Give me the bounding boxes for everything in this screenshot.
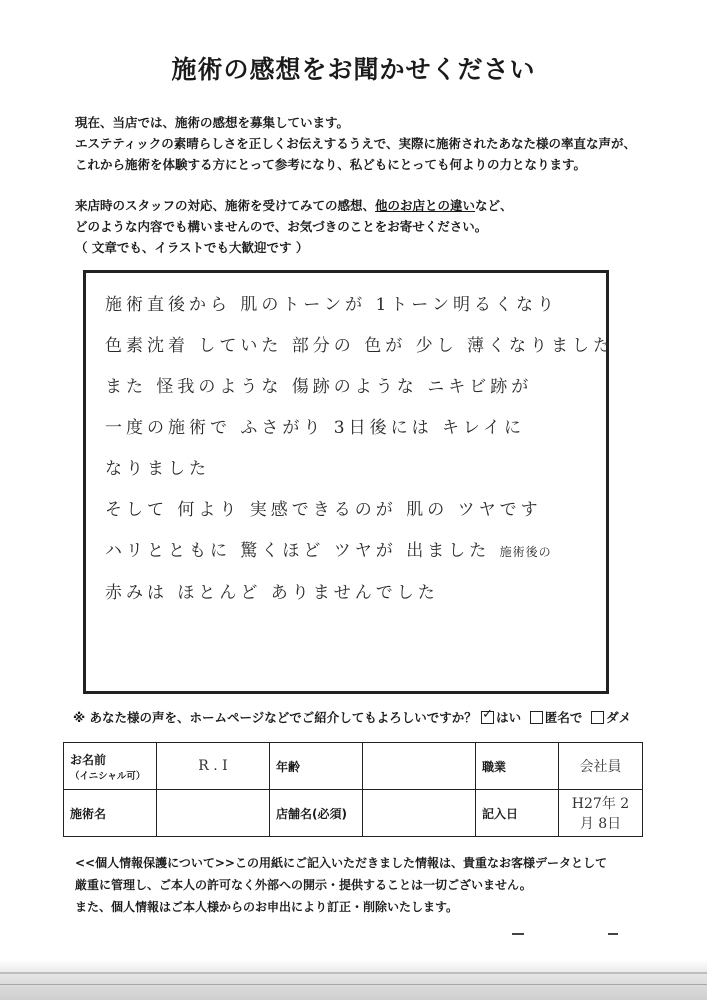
comment-line: [105, 531, 625, 573]
intro-line: これから施術を体験する方にとって参考になり、私どもにとっても何よりの力となります。: [75, 157, 587, 172]
intro-line: [75, 195, 675, 216]
consent-question: ※ あなた様の声を、ホームページなどでご紹介してもよろしいですか？: [73, 710, 477, 725]
job-label: 職業: [476, 743, 559, 790]
privacy-notice: [75, 852, 695, 918]
treatment-label: 施術名: [64, 790, 157, 837]
name-label-cell: [64, 743, 157, 790]
consent-option-yes[interactable]: [481, 707, 522, 725]
comment-line: なりました: [105, 459, 210, 479]
checkbox-icon[interactable]: [530, 711, 543, 724]
comment-side-note: 施術後の: [499, 545, 552, 559]
consent-option-no[interactable]: [591, 710, 631, 725]
comment-line-text: ハリとともに 驚くほど ツヤが 出ました: [105, 541, 491, 561]
checkbox-checked-icon[interactable]: ✓: [482, 707, 494, 722]
privacy-line: <<個人情報保護について>>この用紙にご記入いただきました情報は、貴重なお客様データとして: [75, 856, 607, 870]
checkbox-icon[interactable]: [591, 711, 604, 724]
name-label: お名前: [70, 752, 107, 767]
treatment-field[interactable]: [157, 790, 270, 837]
comment-line: そして 何より 実感できるのが 肌の ツヤです: [105, 500, 542, 520]
comment-line: 赤みは ほとんど ありませんでした: [105, 583, 439, 603]
comment-line: 施術直後から 肌のトーンが 1トーン明るくなり: [105, 295, 558, 315]
comment-line: 一度の施術で ふさがり 3日後には キレイに: [105, 418, 526, 438]
intro-underlined-phrase: 他のお店との違い: [375, 198, 476, 213]
comment-line: 色素沈着 していた 部分の 色が 少し 薄くなりました: [105, 336, 615, 356]
intro-text: [75, 112, 675, 258]
store-field[interactable]: [363, 790, 476, 837]
privacy-line: また、個人情報はご本人様からのお申出により訂正・削除いたします。: [75, 900, 459, 914]
customer-info-table: [63, 742, 643, 837]
consent-yes-label: はい: [496, 710, 522, 725]
privacy-line: 厳重に管理し、ご本人の許可なく外部への開示・提供することは一切ございません。: [75, 878, 532, 892]
store-label: 店舗名(必須): [270, 790, 363, 837]
comment-line: また 怪我のような 傷跡のような ニキビ跡が: [105, 377, 533, 397]
page-title: 施術の感想をお聞かせください: [171, 55, 536, 84]
consent-no-label: ダメ: [606, 710, 632, 725]
scan-edge: [0, 960, 707, 1000]
name-field[interactable]: R . I: [157, 743, 270, 790]
intro-line-part: など、: [475, 198, 513, 213]
intro-line: 現在、当店では、施術の感想を募集しています。: [75, 115, 350, 130]
date-label: 記入日: [476, 790, 559, 837]
age-label: 年齢: [270, 743, 363, 790]
age-field[interactable]: [363, 743, 476, 790]
intro-line: エステティックの素晴らしさを正しくお伝えするうえで、実際に施術されたあなた様の率直な声が、: [75, 136, 637, 151]
handwritten-comment: [105, 285, 625, 614]
intro-line-part: 来店時のスタッフの対応、施術を受けてみての感想、: [75, 198, 376, 213]
consent-anonymous-label: 匿名で: [544, 710, 583, 725]
job-field[interactable]: 会社員: [559, 743, 643, 790]
intro-line: どのような内容でも構いませんので、お気づきのことをお寄せください。: [75, 219, 488, 234]
date-field[interactable]: H27年 2月 8日: [559, 790, 643, 837]
consent-option-anonymous[interactable]: [530, 710, 583, 725]
name-sub-label: （イニシャル可）: [70, 770, 146, 782]
scan-mark: [512, 933, 524, 935]
scan-mark: [608, 933, 618, 935]
consent-row: [73, 708, 693, 726]
intro-line: （ 文章でも、イラストでも大歓迎です ）: [75, 240, 309, 255]
